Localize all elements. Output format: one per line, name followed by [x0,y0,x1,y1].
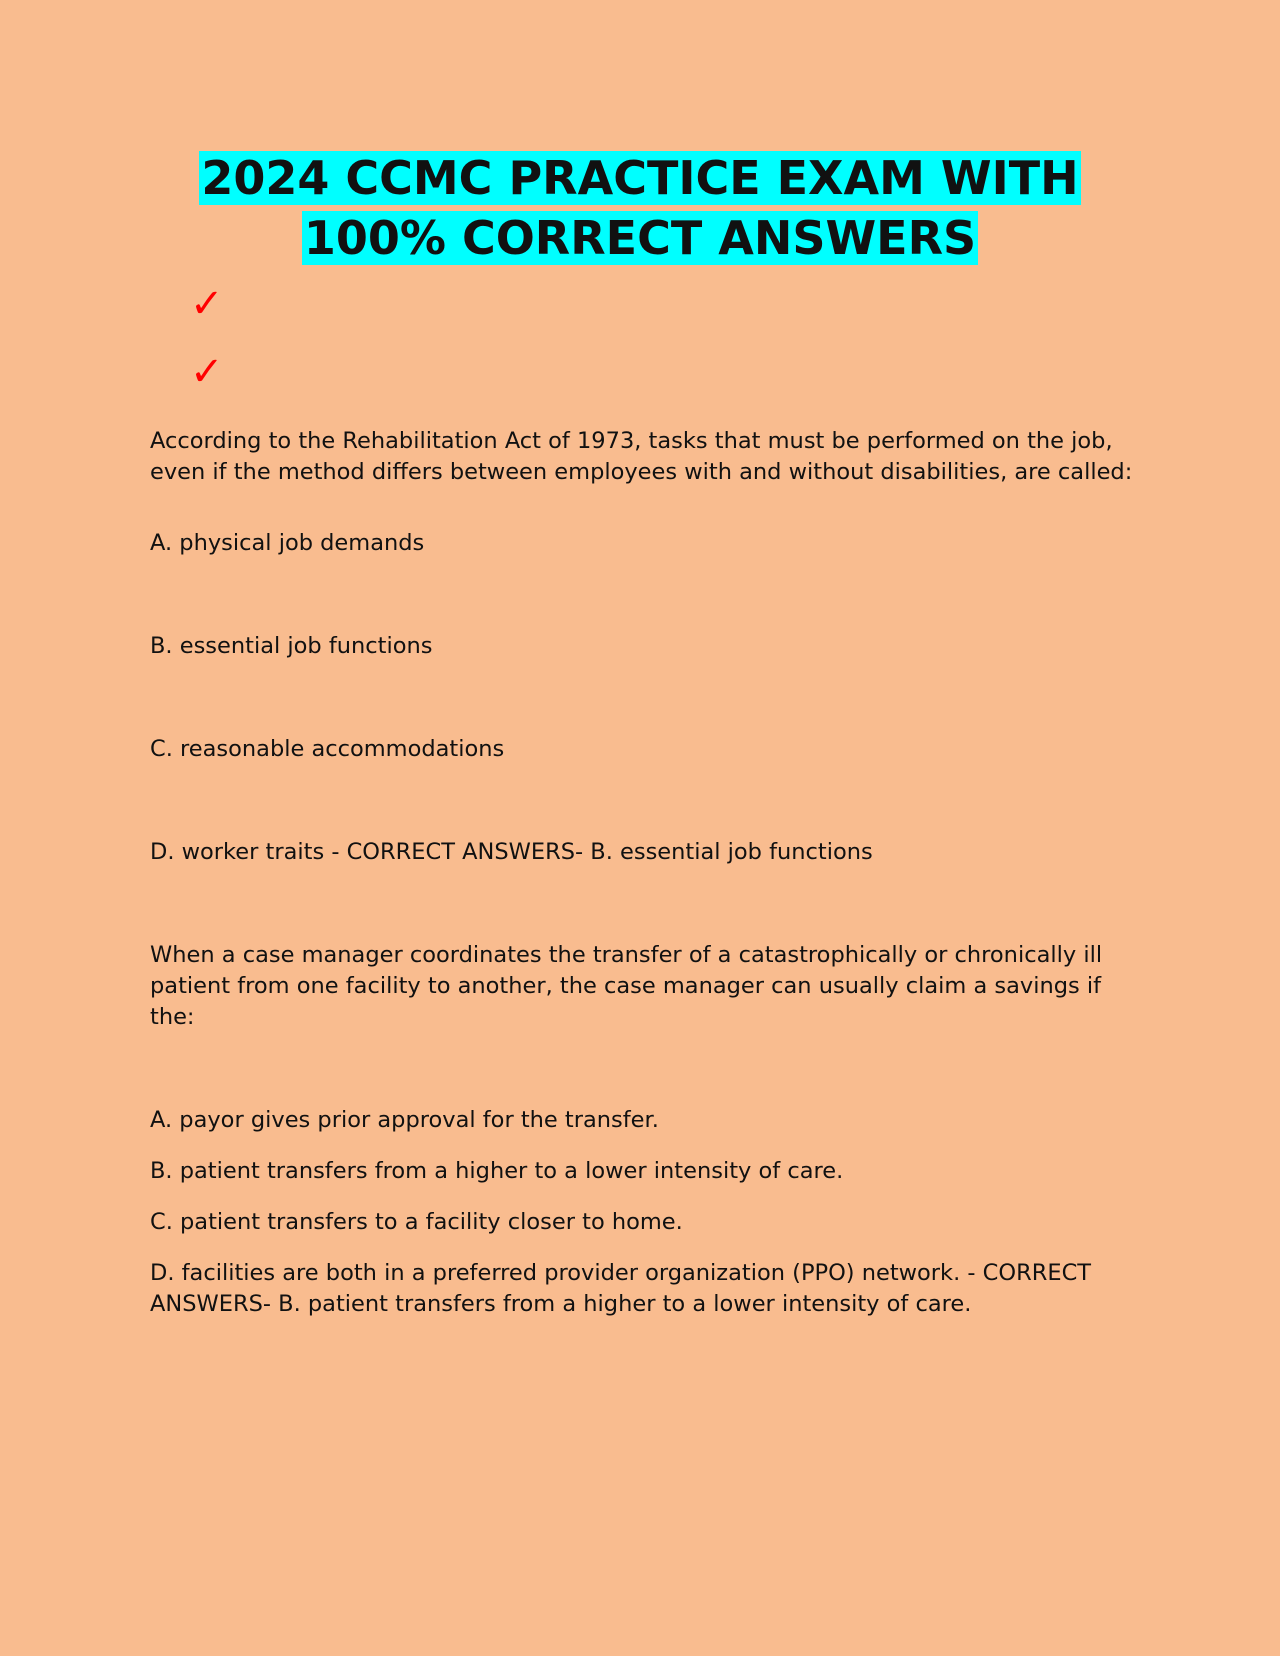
question-block-2 [150,940,1140,1320]
title-line-2: 100% CORRECT ANSWERS [303,211,977,265]
answer-option: A. physical job demands [150,530,425,556]
answer-option: B. essential job functions [150,633,433,659]
question-block-1 [150,426,1140,868]
checkmark-icon: ✓ [190,281,224,327]
answer-option: B. patient transfers from a higher to a lower intensity of care. [150,1158,844,1184]
answer-option-with-correct-answer: D. worker traits - CORRECT ANSWERS- B. essential job functions [150,839,873,865]
answer-option-with-correct-answer: D. facilities are both in a preferred provider organization (PPO) network. - CORRECT ANSWERS- B. patient transfers from a higher to a lower intensity of care. [150,1260,1092,1317]
title-line-1: 2024 CCMC PRACTICE EXAM WITH [201,151,1079,205]
answer-option: C. reasonable accommodations [150,736,505,762]
answer-options [150,1105,1140,1320]
document-title [150,148,1130,268]
answer-option: C. patient transfers to a facility closer to home. [150,1209,683,1235]
checkmark-icon: ✓ [190,349,224,395]
answer-options [150,528,1140,868]
question-stem: According to the Rehabilitation Act of 1973, tasks that must be performed on the job, even if the method differs between employees with and without disabilities, are called: [150,428,1133,485]
checkmark-list [190,281,224,420]
question-stem: When a case manager coordinates the transfer of a catastrophically or chronically ill patient from one facility to another, the case manager can usually claim a savings if the: [150,942,1103,1030]
answer-option: A. payor gives prior approval for the transfer. [150,1107,659,1133]
exam-content [150,426,1140,1320]
